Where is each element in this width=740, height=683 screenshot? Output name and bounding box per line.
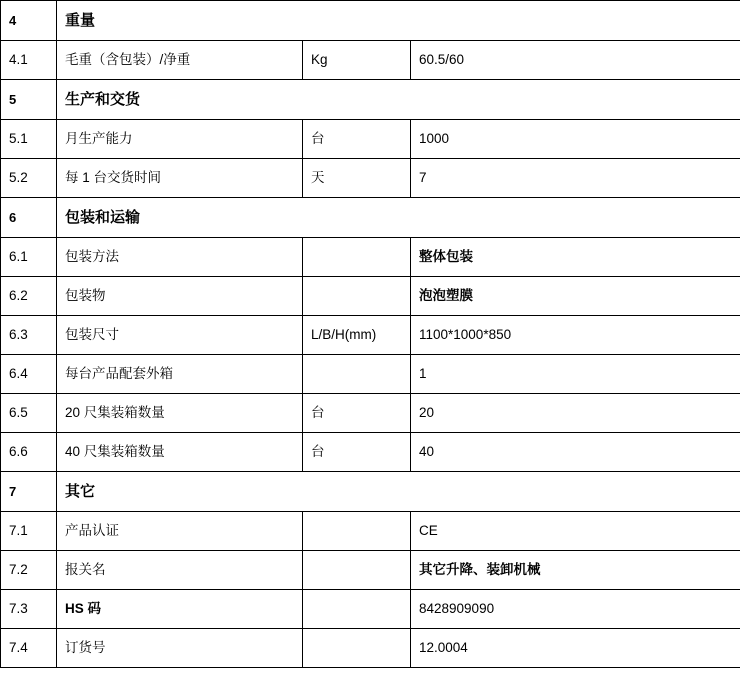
table-row (1, 316, 740, 355)
row-number-cell: 7.1 (1, 512, 57, 551)
item-name-cell: 包装物 (57, 277, 303, 316)
row-number-cell: 7.4 (1, 629, 57, 668)
row-number-cell: 6.2 (1, 277, 57, 316)
value-cell: 20 (411, 394, 740, 433)
item-name-cell: 报关名 (57, 551, 303, 590)
item-name-cell: 每 1 台交货时间 (57, 159, 303, 198)
section-title-cell: 生产和交货 (57, 80, 740, 120)
item-name-cell: 订货号 (57, 629, 303, 668)
table-row (1, 159, 740, 198)
row-number-cell: 6.5 (1, 394, 57, 433)
table-row (1, 394, 740, 433)
item-name-cell: HS 码 (57, 590, 303, 629)
unit-cell (303, 355, 411, 394)
table-row (1, 590, 740, 629)
value-cell: 12.0004 (411, 629, 740, 668)
value-cell: 泡泡塑膜 (411, 277, 740, 316)
row-number-cell: 7 (1, 472, 57, 512)
unit-cell: 台 (303, 433, 411, 472)
row-number-cell: 6.1 (1, 238, 57, 277)
item-name-cell: 包装方法 (57, 238, 303, 277)
table-section-row (1, 1, 740, 41)
row-number-cell: 5 (1, 80, 57, 120)
unit-cell: 台 (303, 394, 411, 433)
item-name-cell: 每台产品配套外箱 (57, 355, 303, 394)
value-cell: 1100*1000*850 (411, 316, 740, 355)
table-row (1, 629, 740, 668)
value-cell: 1000 (411, 120, 740, 159)
table-row (1, 355, 740, 394)
row-number-cell: 6.3 (1, 316, 57, 355)
table-section-row (1, 80, 740, 120)
row-number-cell: 6 (1, 198, 57, 238)
unit-cell: 台 (303, 120, 411, 159)
unit-cell (303, 551, 411, 590)
section-title-cell: 重量 (57, 1, 740, 41)
item-name-cell: 40 尺集装箱数量 (57, 433, 303, 472)
item-name-cell: 产品认证 (57, 512, 303, 551)
value-cell: 8428909090 (411, 590, 740, 629)
unit-cell (303, 512, 411, 551)
table-section-row (1, 198, 740, 238)
value-cell: 60.5/60 (411, 41, 740, 80)
item-name-cell: 包装尺寸 (57, 316, 303, 355)
table-row (1, 512, 740, 551)
unit-cell: Kg (303, 41, 411, 80)
table-section-row (1, 472, 740, 512)
value-cell: 整体包装 (411, 238, 740, 277)
row-number-cell: 6.6 (1, 433, 57, 472)
value-cell: 其它升降、装卸机械 (411, 551, 740, 590)
unit-cell (303, 590, 411, 629)
unit-cell (303, 238, 411, 277)
table-row (1, 120, 740, 159)
value-cell: 1 (411, 355, 740, 394)
table-row (1, 551, 740, 590)
item-name-cell: 月生产能力 (57, 120, 303, 159)
row-number-cell: 6.4 (1, 355, 57, 394)
row-number-cell: 5.1 (1, 120, 57, 159)
row-number-cell: 4.1 (1, 41, 57, 80)
row-number-cell: 7.3 (1, 590, 57, 629)
row-number-cell: 7.2 (1, 551, 57, 590)
unit-cell (303, 629, 411, 668)
table-row (1, 277, 740, 316)
row-number-cell: 5.2 (1, 159, 57, 198)
value-cell: 40 (411, 433, 740, 472)
unit-cell: 天 (303, 159, 411, 198)
table-row (1, 41, 740, 80)
value-cell: 7 (411, 159, 740, 198)
section-title-cell: 其它 (57, 472, 740, 512)
specification-table-body (1, 1, 740, 668)
row-number-cell: 4 (1, 1, 57, 41)
table-row (1, 238, 740, 277)
unit-cell (303, 277, 411, 316)
unit-cell: L/B/H(mm) (303, 316, 411, 355)
item-name-cell: 20 尺集装箱数量 (57, 394, 303, 433)
table-row (1, 433, 740, 472)
item-name-cell: 毛重（含包装）/净重 (57, 41, 303, 80)
value-cell: CE (411, 512, 740, 551)
section-title-cell: 包装和运输 (57, 198, 740, 238)
